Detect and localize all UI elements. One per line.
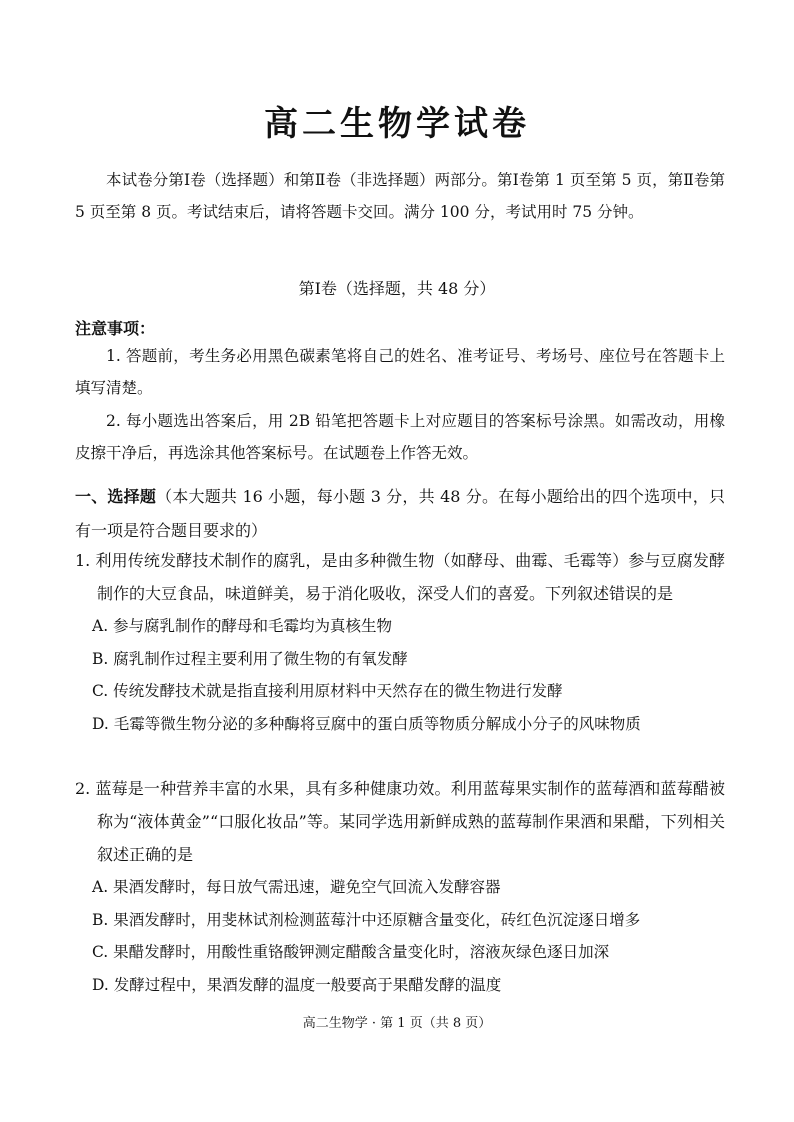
option-a: A. 参与腐乳制作的酵母和毛霉均为真核生物 — [92, 617, 393, 635]
option-b: B. 果酒发酵时，用斐林试剂检测蓝莓汁中还原糖含量变化，砖红色沉淀逐日增多 — [92, 910, 641, 929]
question-2 — [75, 772, 725, 1001]
notice-title: 注意事项： — [75, 319, 156, 338]
section-header: 第Ⅰ卷（选择题，共 48 分） — [298, 279, 496, 298]
option-a: A. 果酒发酵时，每日放气需迅速，避免空气回流入发酵容器 — [92, 878, 501, 896]
page-footer: 高二生物学 · 第 1 页（共 8 页） — [302, 1016, 492, 1031]
part-description: （本大题共 16 小题，每小题 3 分，共 48 分。在每小题给出的四个选项中，只有一项是符合题目要求的） — [75, 487, 725, 540]
option-d: D. 毛霉等微生物分泌的多种酶将豆腐中的蛋白质等物质分解成小分子的风味物质 — [92, 714, 641, 733]
option-c: C. 传统发酵技术就是指直接利用原材料中天然存在的微生物进行发酵 — [92, 682, 563, 700]
question-1 — [75, 544, 725, 740]
option-b: B. 腐乳制作过程主要利用了微生物的有氧发酵 — [92, 649, 408, 668]
notice-item-2: 2. 每小题选出答案后，用 2B 铅笔把答题卡上对应题目的答案标号涂黑。如需改动，用橡皮擦干净后，再选涂其他答案标号。在试题卷上作答无效。 — [75, 412, 725, 462]
exam-intro: 本试卷分第Ⅰ卷（选择题）和第Ⅱ卷（非选择题）两部分。第Ⅰ卷第 1 页至第 5 页，第Ⅱ卷第 5 页至第 8 页。考试结束后，请将答题卡交回。满分 100 分，考试用时 75 分钟。 — [75, 171, 725, 221]
page-title: 高二生物学试卷 — [264, 104, 530, 144]
question-stem: 1. 利用传统发酵技术制作的腐乳，是由多种微生物（如酵母、曲霉、毛霉等）参与豆腐发酵制作的大豆食品，味道鲜美，易于消化吸收，深受人们的喜爱。下列叙述错误的是 — [75, 551, 725, 603]
part-header — [75, 480, 725, 548]
notice-item-1: 1. 答题前，考生务必用黑色碳素笔将自己的姓名、准考证号、考场号、座位号在答题卡上填写清楚。 — [75, 347, 725, 397]
option-d: D. 发酵过程中，果酒发酵的温度一般要高于果醋发酵的温度 — [92, 975, 502, 994]
question-stem: 2. 蓝莓是一种营养丰富的水果，具有多种健康功效。利用蓝莓果实制作的蓝莓酒和蓝莓醋被称为“液体黄金”“口服化妆品”等。某同学选用新鲜成熟的蓝莓制作果酒和果醋，下列相关叙述正确的是 — [75, 779, 725, 864]
part-label: 一、选择题 — [75, 487, 157, 506]
option-c: C. 果醋发酵时，用酸性重铬酸钾测定醋酸含量变化时，溶液灰绿色逐日加深 — [92, 943, 610, 961]
